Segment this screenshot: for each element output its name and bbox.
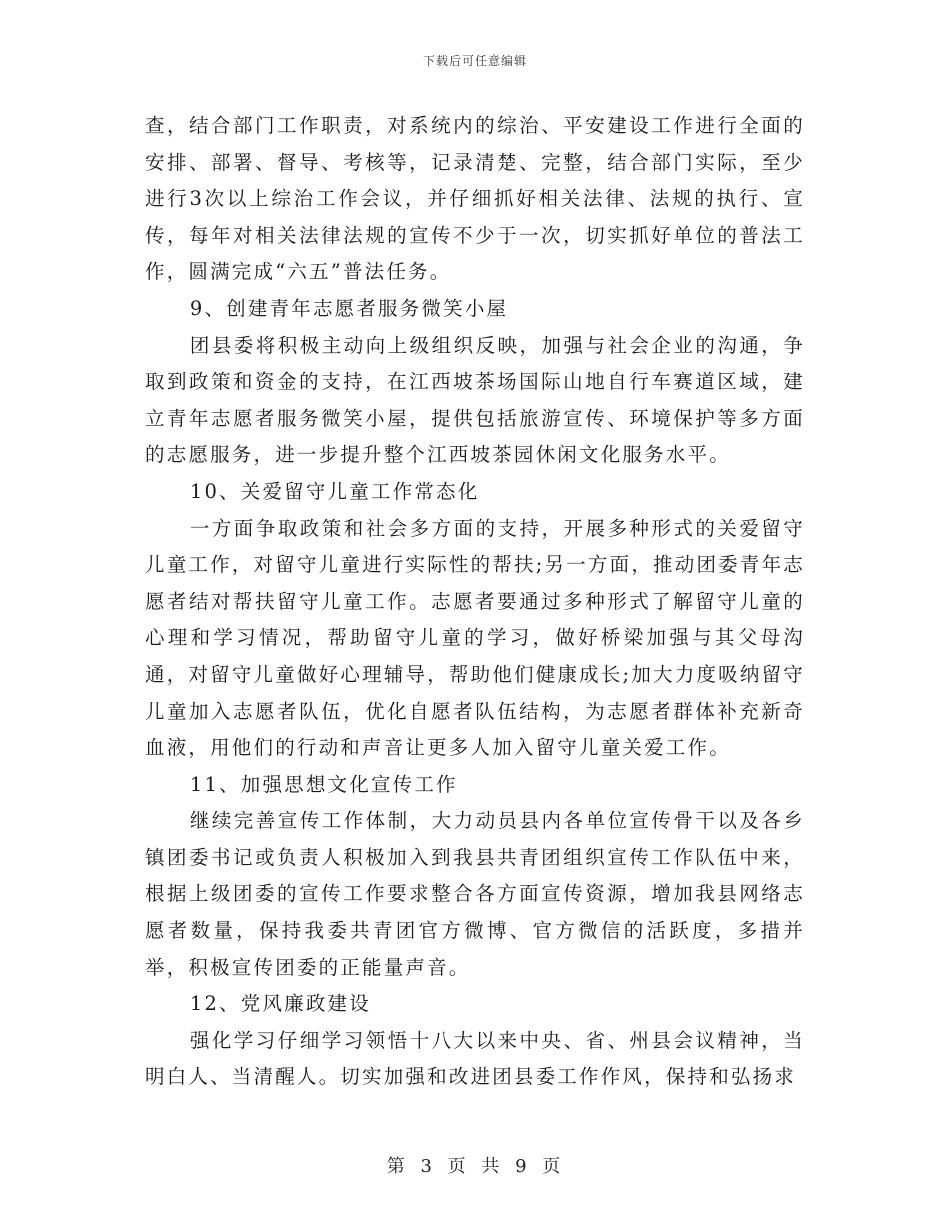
section-heading-12: 12、党风廉政建设 xyxy=(189,992,371,1016)
section-heading-11: 11、加强思想文化宣传工作 xyxy=(189,772,458,796)
section-paragraph-10: 一方面争取政策和社会多方面的支持，开展多种形式的关爱留守儿童工作，对留守儿童进行实际性的帮扶;另一方面，推动团委青年志愿者结对帮扶留守儿童工作。志愿者要通过多种形式了解留守儿童的心理和学习情况，帮助留守儿童的学习，做好桥梁加强与其父母沟通，对留守儿童做好心理辅导，帮助他们健康成长;加大力度吸纳留守儿童加入志愿者队伍，优化自愿者队伍结构，为志愿者群体补充新奇血液，用他们的行动和声音让更多人加入留守儿童关爱工作。 xyxy=(145,516,805,760)
page-header: 下载后可任意编辑 xyxy=(422,54,527,68)
section-heading-9: 9、创建青年志愿者服务微笑小屋 xyxy=(189,296,509,320)
section-paragraph-11: 继续完善宣传工作体制，大力动员县内各单位宣传骨干以及各乡镇团委书记或负责人积极加入到我县共青团组织宣传工作队伍中来，根据上级团委的宣传工作要求整合各方面宣传资源，增加我县网络志愿者数量，保持我委共青团官方微博、官方微信的活跃度，多措并举，积极宣传团委的正能量声音。 xyxy=(145,809,805,979)
page-number-footer: 第 3 页 共 9 页 xyxy=(386,1156,564,1177)
section-paragraph-9: 团县委将积极主动向上级组织反映，加强与社会企业的沟通，争取到政策和资金的支持，在江西坡茶场国际山地自行车赛道区域，建立青年志愿者服务微笑小屋，提供包括旅游宣传、环境保护等多方面的志愿服务，进一步提升整个江西坡茶园休闲文化服务水平。 xyxy=(145,333,805,467)
section-heading-10: 10、关爱留守儿童工作常态化 xyxy=(189,479,480,503)
paragraph-continued: 查，结合部门工作职责，对系统内的综治、平安建设工作进行全面的安排、部署、督导、考核等，记录清楚、完整，结合部门实际，至少进行3次以上综治工作会议，并仔细抓好相关法律、法规的执行、宣传，每年对相关法律法规的宣传不少于一次，切实抓好单位的普法工作，圆满完成“六五”普法任务。 xyxy=(145,114,805,284)
document-body xyxy=(145,108,805,1096)
section-paragraph-12: 强化学习仔细学习领悟十八大以来中央、省、州县会议精神，当明白人、当清醒人。切实加强和改进团县委工作作风，保持和弘扬求 xyxy=(145,1028,805,1089)
